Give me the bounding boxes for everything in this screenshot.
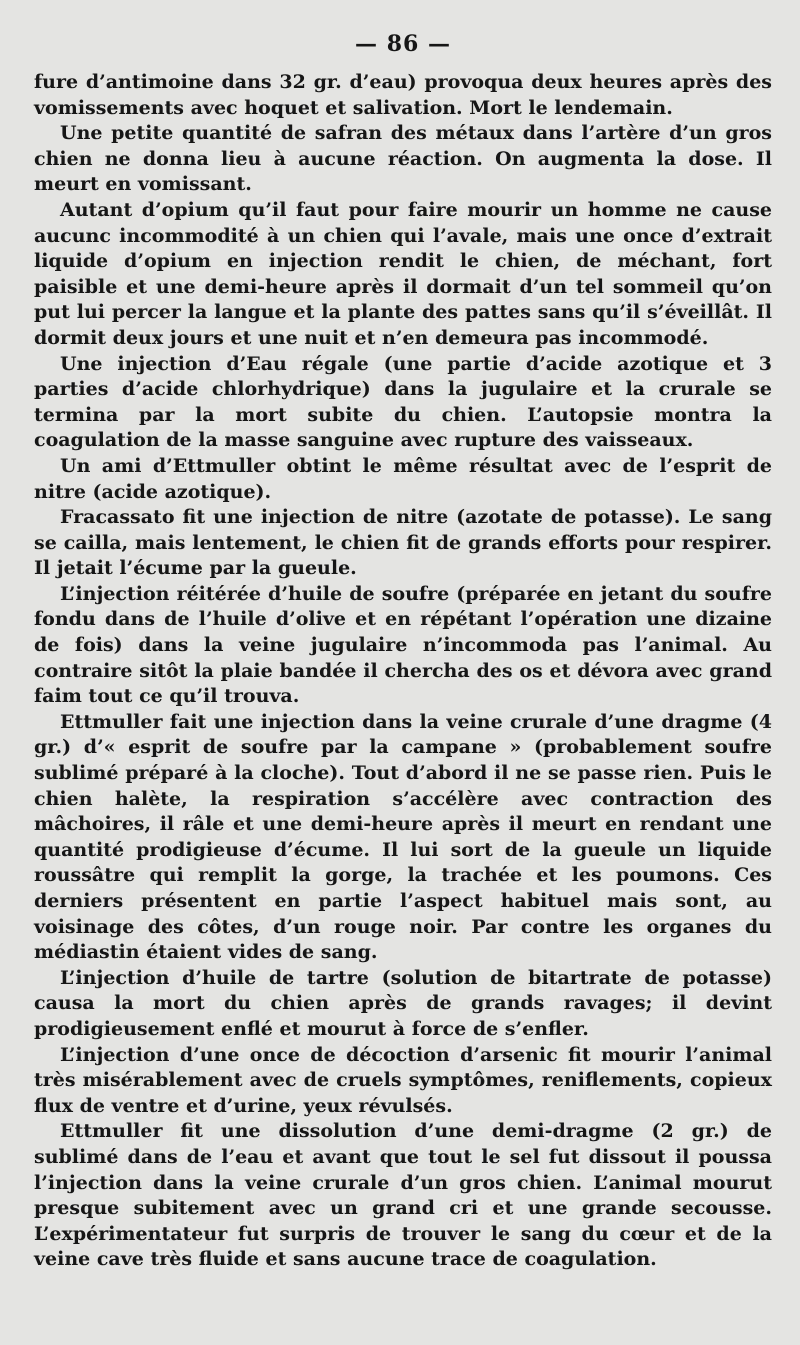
- paragraph-safran: Une petite quantité de safran des métaux dans l’artère d’un gros chien ne donna lieu à aucune réaction. On augmenta la dose. Il meurt en vomissant.: [34, 122, 772, 196]
- paragraph-huile-de-tartre: L’injection d’huile de tartre (solution de bitartrate de potasse) causa la mort du chien après de grands ravages; il devint prodigieusement enflé et mourut à force de s’enfler.: [34, 966, 772, 1040]
- page-number: — 86 —: [355, 31, 451, 57]
- paragraph-huile-de-soufre: L’injection réitérée d’huile de soufre (préparée en jetant du soufre fondu dans de l’huile d’olive et en répétant l’opération une dizaine de fois) dans la veine jugulaire n’incommoda pas l’animal. Au contraire sitôt la plaie bandée il chercha des os et dévora avec grand faim tout ce qu’il trouva.: [34, 582, 772, 708]
- paragraph-sublime: Ettmuller fit une dissolution d’une demi-dragme (2 gr.) de sublimé dans de l’eau et avant que tout le sel fut dissout il poussa l’injection dans la veine crurale d’un gros chien. L’animal mourut presque subitement avec un grand cri et une grande secousse. L’expérimentateur fut surpris de trouver le sang du cœur et de la veine cave très fluide et sans aucune trace de coagulation.: [34, 1120, 772, 1271]
- paragraph-esprit-de-soufre: Ettmuller fait une injection dans la veine crurale d’une dragme (4 gr.) d’« esprit de soufre par la campane » (probablement soufre sublimé préparé à la cloche). Tout d’abord il ne se passe rien. Puis le chien halète, la respiration s’accélère avec contraction des mâchoires, il râle et une demi-heure après il meurt en rendant une quantité prodigieuse d’écume. Il lui sort de la gueule un liquide roussâtre qui remplit la gorge, la trachée et les poumons. Ces derniers présentent en partie l’aspect habituel mais sont, au voisinage des côtes, d’un rouge noir. Par contre les organes du médiastin étaient vides de sang.: [34, 710, 772, 964]
- paragraph-fracassato: Fracassato fit une injection de nitre (azotate de potasse). Le sang se cailla, mais lentement, le chien fit de grands efforts pour respirer. Il jetait l’écume par la gueule.: [34, 506, 772, 580]
- paragraph-eau-regale: Une injection d’Eau régale (une partie d’acide azotique et 3 parties d’acide chlorhydrique) dans la jugulaire et la crurale se termina par la mort subite du chien. L’autopsie montra la coagulation de la masse sanguine avec rupture des vaisseaux.: [34, 352, 772, 452]
- paragraph-esprit-de-nitre: Un ami d’Ettmuller obtint le même résultat avec de l’esprit de nitre (acide azotique).: [34, 454, 772, 503]
- body-text: [34, 70, 772, 1273]
- paragraph-antimoine: fure d’antimoine dans 32 gr. d’eau) provoqua deux heures après des vomissements avec hoquet et salivation. Mort le lendemain.: [34, 71, 772, 119]
- paragraph-arsenic: L’injection d’une once de décoction d’arsenic fit mourir l’animal très misérablement avec de cruels symptômes, reniflements, copieux flux de ventre et d’urine, yeux révulsés.: [34, 1043, 772, 1117]
- paragraph-opium: Autant d’opium qu’il faut pour faire mourir un homme ne cause aucunc incommodité à un chien qui l’avale, mais une once d’extrait liquide d’opium en injection rendit le chien, de méchant, fort paisible et une demi-heure après il dormait d’un tel sommeil qu’on put lui percer la langue et la plante des pattes sans qu’il s’éveillât. Il dormit deux jours et une nuit et n’en demeura pas incommodé.: [34, 198, 772, 349]
